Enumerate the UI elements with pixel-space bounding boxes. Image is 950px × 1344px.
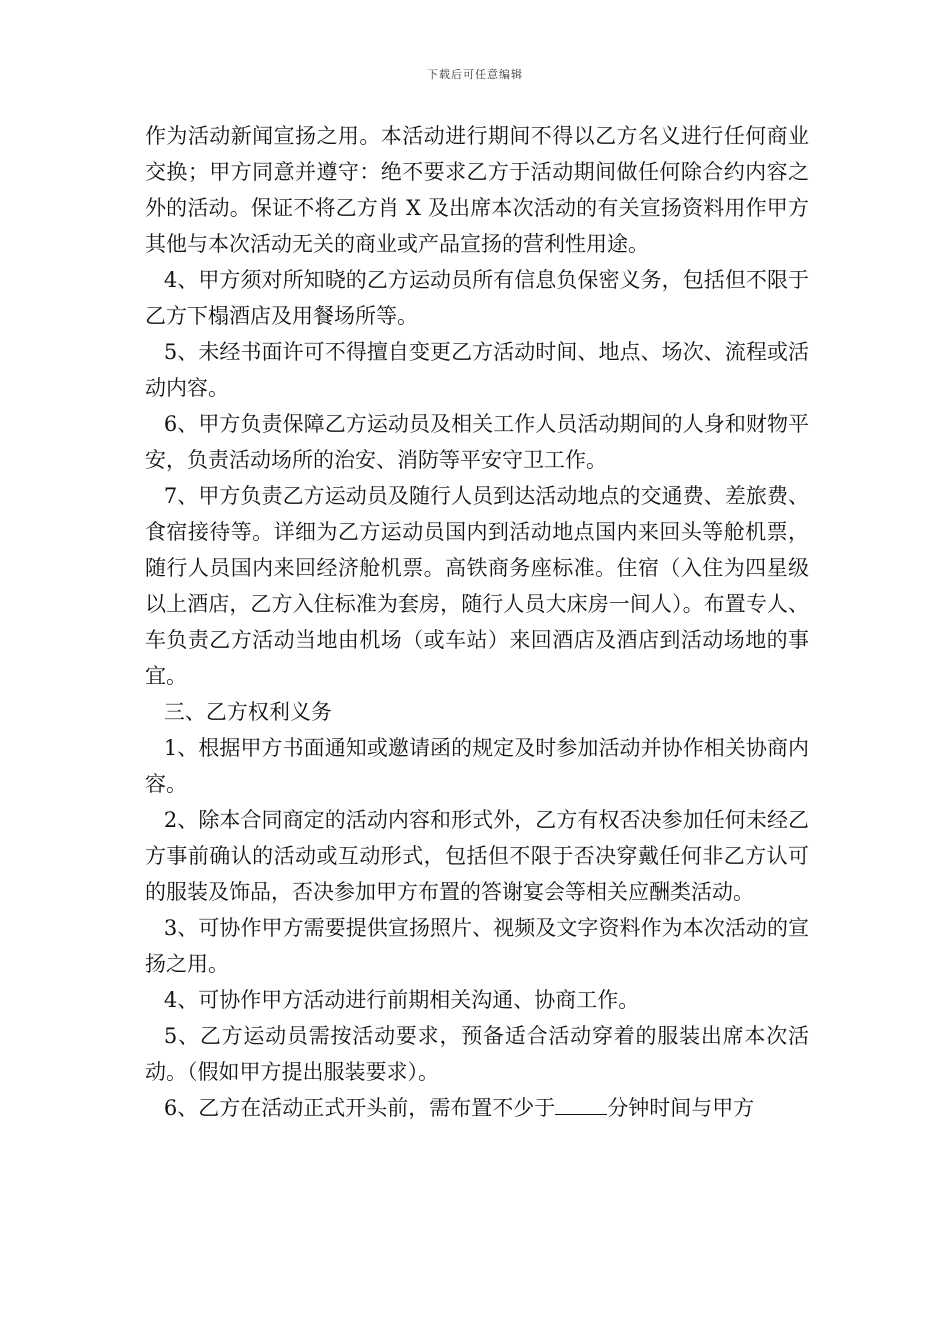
paragraph-party-b-item-3: 3、可协作甲方需要提供宣扬照片、视频及文字资料作为本次活动的宣扬之用。 xyxy=(145,916,809,976)
paragraph-party-a-item-6: 6、甲方负责保障乙方运动员及相关工作人员活动期间的人身和财物平安，负责活动场所的治安、消防等平安守卫工作。 xyxy=(145,412,809,472)
paragraph-party-b-item-5: 5、乙方运动员需按活动要求，预备适合活动穿着的服装出席本次活动。（假如甲方提出服装要求）。 xyxy=(145,1024,809,1084)
paragraph-party-b-item-2: 2、除本合同商定的活动内容和形式外，乙方有权否决参加任何未经乙方事前确认的活动或互动形式，包括但不限于否决穿戴任何非乙方认可的服装及饰品，否决参加甲方布置的答谢宴会等相关应酬类活动。 xyxy=(145,808,809,904)
paragraph-party-b-item-6 xyxy=(145,1090,809,1126)
paragraph-text-before-blank: 6、乙方在活动正式开头前，需布置不少于 xyxy=(163,1096,556,1120)
section-heading-party-b: 三、乙方权利义务 xyxy=(163,700,332,724)
paragraph-party-a-item-4: 4、甲方须对所知晓的乙方运动员所有信息负保密义务，包括但不限于乙方下榻酒店及用餐场所等。 xyxy=(145,268,809,328)
paragraph-party-b-item-1: 1、根据甲方书面通知或邀请函的规定及时参加活动并协作相关协商内容。 xyxy=(145,736,809,796)
paragraph-party-b-item-4: 4、可协作甲方活动进行前期相关沟通、协商工作。 xyxy=(163,988,640,1012)
paragraph-continuation: 作为活动新闻宣扬之用。本活动进行期间不得以乙方名义进行任何商业交换；甲方同意并遵守：绝不要求乙方于活动期间做任何除合约内容之外的活动。保证不将乙方肖 X 及出席本次活动的有关宣扬资料用作甲方其他与本次活动无关的商业或产品宣扬的营利性用途。 xyxy=(145,124,809,256)
fill-in-blank xyxy=(555,1094,607,1115)
paragraph-party-a-item-5: 5、未经书面许可不得擅自变更乙方活动时间、地点、场次、流程或活动内容。 xyxy=(145,340,809,400)
page-header: 下载后可任意编辑 xyxy=(427,68,523,81)
document-body xyxy=(145,118,809,1126)
paragraph-party-a-item-7: 7、甲方负责乙方运动员及随行人员到达活动地点的交通费、差旅费、食宿接待等。详细为乙方运动员国内到活动地点国内来回头等舱机票，随行人员国内来回经济舱机票。高铁商务座标准。住宿（入住为四星级以上酒店，乙方入住标准为套房，随行人员大床房一间人）。布置专人、车负责乙方活动当地由机场（或车站）来回酒店及酒店到活动场地的事宜。 xyxy=(145,484,809,688)
paragraph-text-after-blank: 分钟时间与甲方 xyxy=(607,1096,755,1120)
